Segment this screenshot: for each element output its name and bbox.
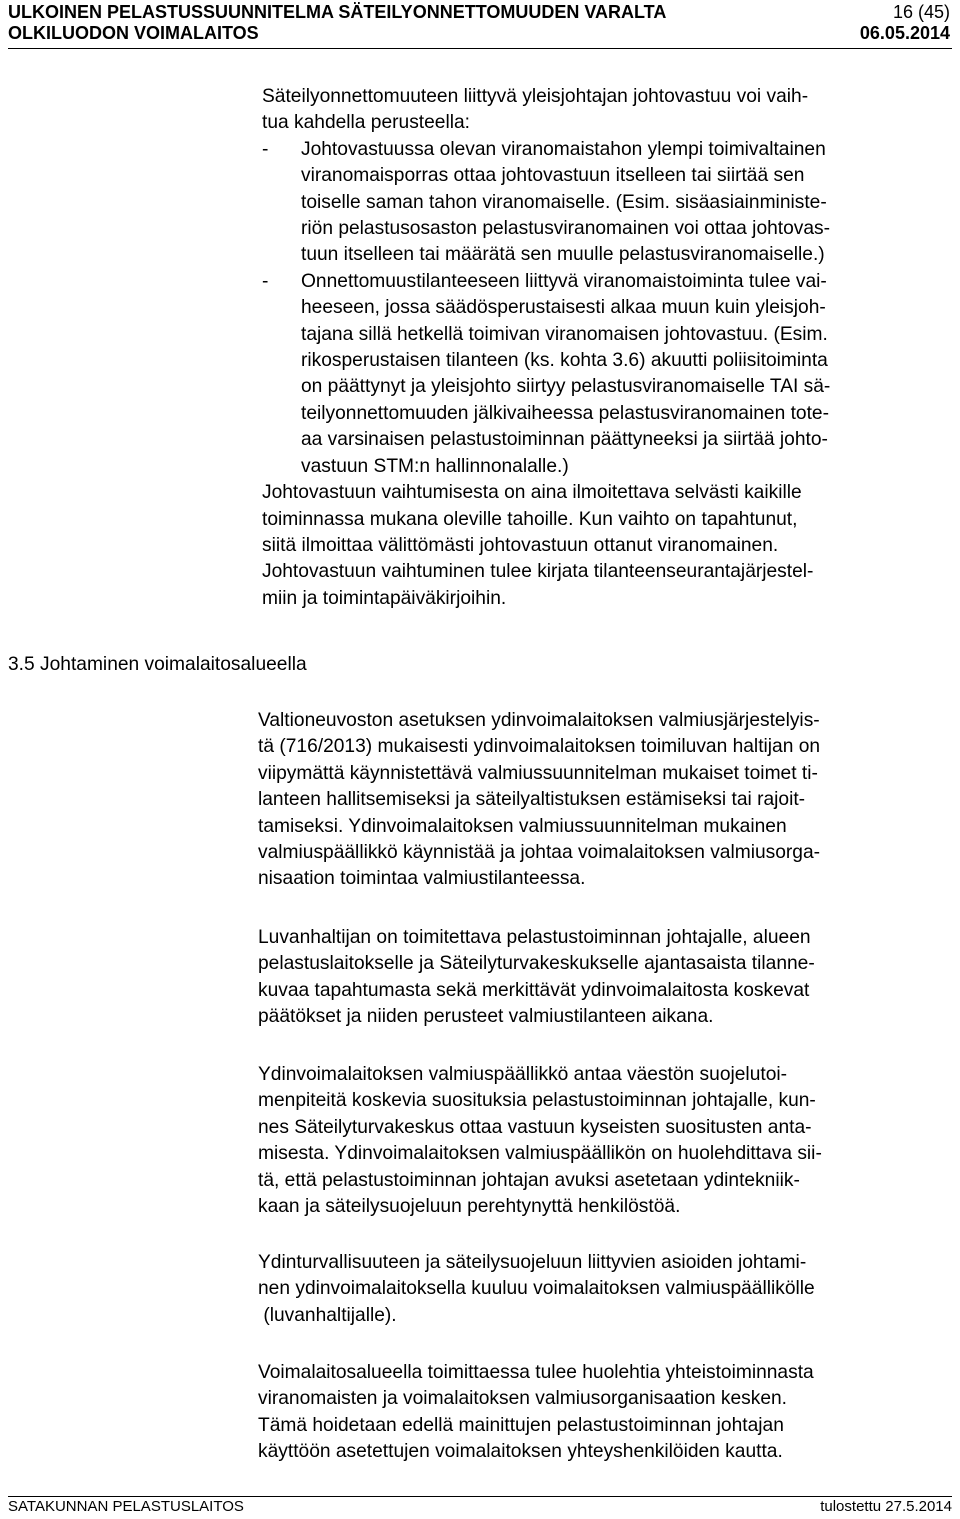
paragraph: Ydinvoimalaitoksen valmiuspäällikkö antaa väestön suojelutoi- menpiteitä koskevia suosituksia pelastustoiminnan johtajalle, kun- nes Säteilyturvakeskus ottaa vastuun kyseisten suositusten anta- misesta. Ydinvoimalaitoksen valmiuspäällikön on huolehdittava sii- tä, että pelastustoiminnan johtajan avuksi asetetaan ydintekniik- kaan ja säteilysuojeluun perehtynyttä henkilöstöä. xyxy=(258,1064,822,1218)
page-header xyxy=(8,2,952,49)
closing-paragraph: Johtovastuun vaihtumisesta on aina ilmoitettava selvästi kaikille toiminnassa mukana oleville tahoille. Kun vaihto on tapahtunut, siitä ilmoittaa välittömästi johtovastuun ottanut viranomainen. Johtovastuun vaihtuminen tulee kirjata tilanteenseurantajärjestel- miin ja toimintapäiväkirjoihin. xyxy=(262,482,814,609)
paragraph: Valtioneuvoston asetuksen ydinvoimalaitoksen valmiusjärjestelyis- tä (716/2013) mukaisesti ydinvoimalaitoksen toimiluvan haltijan on viipymättä käynnistettävä valmiussuunnitelman mukaiset toimet ti- lanteen hallitsemiseksi ja säteilyaltistuksen estämiseksi tai rajoit- tamiseksi. Ydinvoimalaitoksen valmiussuunnitelman mukainen valmiuspäällikkö käynnistää ja johtaa voimalaitoksen valmiusorga- nisaation toimintaa valmiustilanteessa. xyxy=(258,710,821,890)
footer-organization: SATAKUNNAN PELASTUSLAITOS xyxy=(8,1498,244,1515)
header-row-1 xyxy=(8,2,952,23)
list-item: - Johtovastuussa olevan viranomaistahon ylempi toimivaltainen viranomaisporras ottaa johtovastuun itselleen tai siirtää sen toiselle saman tahon viranomaiselle. (Esim. sisäasiainministe- riön pelastusosaston pelastusviranomainen voi ottaa johtovas- tuun itselleen tai määrätä sen muulle pelastusviranomaiselle.) xyxy=(262,138,831,266)
intro-paragraph: Säteilyonnettomuuteen liittyvä yleisjohtajan johtovastuu voi vaih- tua kahdella perusteella: xyxy=(262,86,809,134)
list-dash: - xyxy=(262,270,269,292)
header-row-2 xyxy=(8,23,952,44)
section-responsibility-change xyxy=(262,84,952,612)
paragraph: Ydinturvallisuuteen ja säteilysuojeluun liittyvien asioiden johtami- nen ydinvoimalaitoksella kuuluu voimalaitoksen valmiuspäällikölle (luvanhaltijalle). xyxy=(258,1252,815,1326)
page-number: 16 (45) xyxy=(892,2,950,22)
list-dash: - xyxy=(262,138,269,160)
section-heading: 3.5 Johtaminen voimalaitosalueella xyxy=(8,654,307,675)
paragraph: Voimalaitosalueella toimittaessa tulee huolehtia yhteistoiminnasta viranomaisten ja voimalaitoksen valmiusorganisaation kesken. Tämä hoidetaan edellä mainittujen pelastustoiminnan johtajan käyttöön asetettujen voimalaitoksen yhteyshenkilöiden kautta. xyxy=(258,1362,814,1463)
paragraph: Luvanhaltijan on toimitettava pelastustoiminnan johtajalle, alueen pelastuslaitokselle ja Säteilyturvakeskukselle ajantasaista tilanne- kuvaa tapahtumasta sekä merkittävät ydinvoimalaitosta koskevat päätökset ja niiden perusteet valmiustilanteen aikana. xyxy=(258,927,815,1028)
document-date: 06.05.2014 xyxy=(859,23,950,43)
document-title: ULKOINEN PELASTUSSUUNNITELMA SÄTEILYONNETTOMUUDEN VARALTA xyxy=(8,2,667,22)
list-item: - Onnettomuustilanteeseen liittyvä viranomaistoiminta tulee vai- heeseen, jossa säädösperustaisesti alkaa muun kuin yleisjoh- tajana sillä hetkellä toimivan viranomaisen johtovastuu. (Esim. rikosperustaisen tilanteen (ks. kohta 3.6) akuutti poliisitoiminta on päättynyt ja yleisjohto siirtyy pelastusviranomaiselle TAI sä- teilyonnettomuuden jälkivaiheessa pelastusviranomainen tote- aa varsinaisen pelastustoiminnan päättyneeksi ja siirtää johto- vastuun STM:n hallinnonalalle.) xyxy=(262,270,831,477)
page-footer xyxy=(8,1496,952,1517)
footer-printed-date: tulostettu 27.5.2014 xyxy=(820,1498,952,1515)
document-subtitle: OLKILUODON VOIMALAITOS xyxy=(8,23,259,43)
